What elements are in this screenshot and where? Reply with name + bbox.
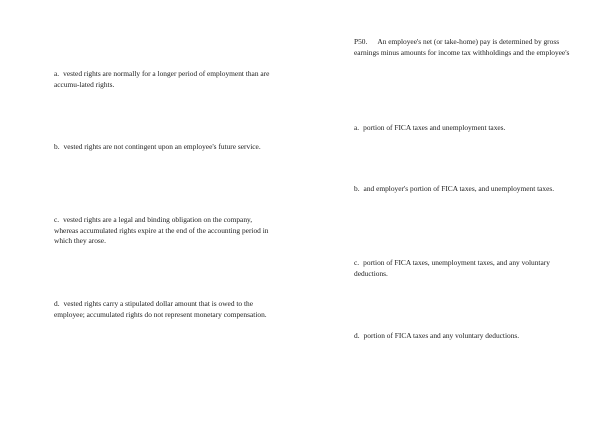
right-option-a [354, 123, 572, 134]
option-letter: b. [354, 184, 360, 193]
option-letter: d. [54, 299, 60, 308]
option-text: portion of FICA taxes and any voluntary deductions. [363, 331, 520, 340]
left-option-a [54, 69, 272, 90]
question-number: P50. [354, 37, 368, 46]
option-text: vested rights carry a stipulated dollar amount that is owed to the employee; accumulated rights do not represent monetary compensation. [54, 299, 267, 319]
option-letter: b. [54, 142, 60, 151]
option-text: vested rights are not contingent upon an employee's future service. [63, 142, 261, 151]
question-text: An employee's net (or take-home) pay is determined by gross earnings minus amounts for income tax withholdings and the employee's [354, 37, 570, 57]
option-letter: c. [54, 215, 60, 224]
left-option-c [54, 215, 272, 247]
right-option-d [354, 331, 572, 342]
option-letter: a. [54, 69, 60, 78]
option-text: portion of FICA taxes and unemployment taxes. [363, 123, 506, 132]
option-letter: c. [354, 258, 360, 267]
right-option-c [354, 258, 572, 279]
option-text: vested rights are normally for a longer period of employment than are accumu-lated rights. [54, 69, 270, 89]
left-option-d [54, 299, 272, 320]
option-text: portion of FICA taxes, unemployment taxes, and any voluntary deductions. [354, 258, 550, 278]
left-option-b [54, 142, 272, 153]
option-text: vested rights are a legal and binding obligation on the company, whereas accumulated rights expire at the end of the accounting period in which they arose. [54, 215, 269, 246]
question-stem [354, 37, 572, 58]
option-text: and employer's portion of FICA taxes, and unemployment taxes. [363, 184, 555, 193]
option-letter: a. [354, 123, 360, 132]
option-letter: d. [354, 331, 360, 340]
right-option-b [354, 184, 572, 195]
